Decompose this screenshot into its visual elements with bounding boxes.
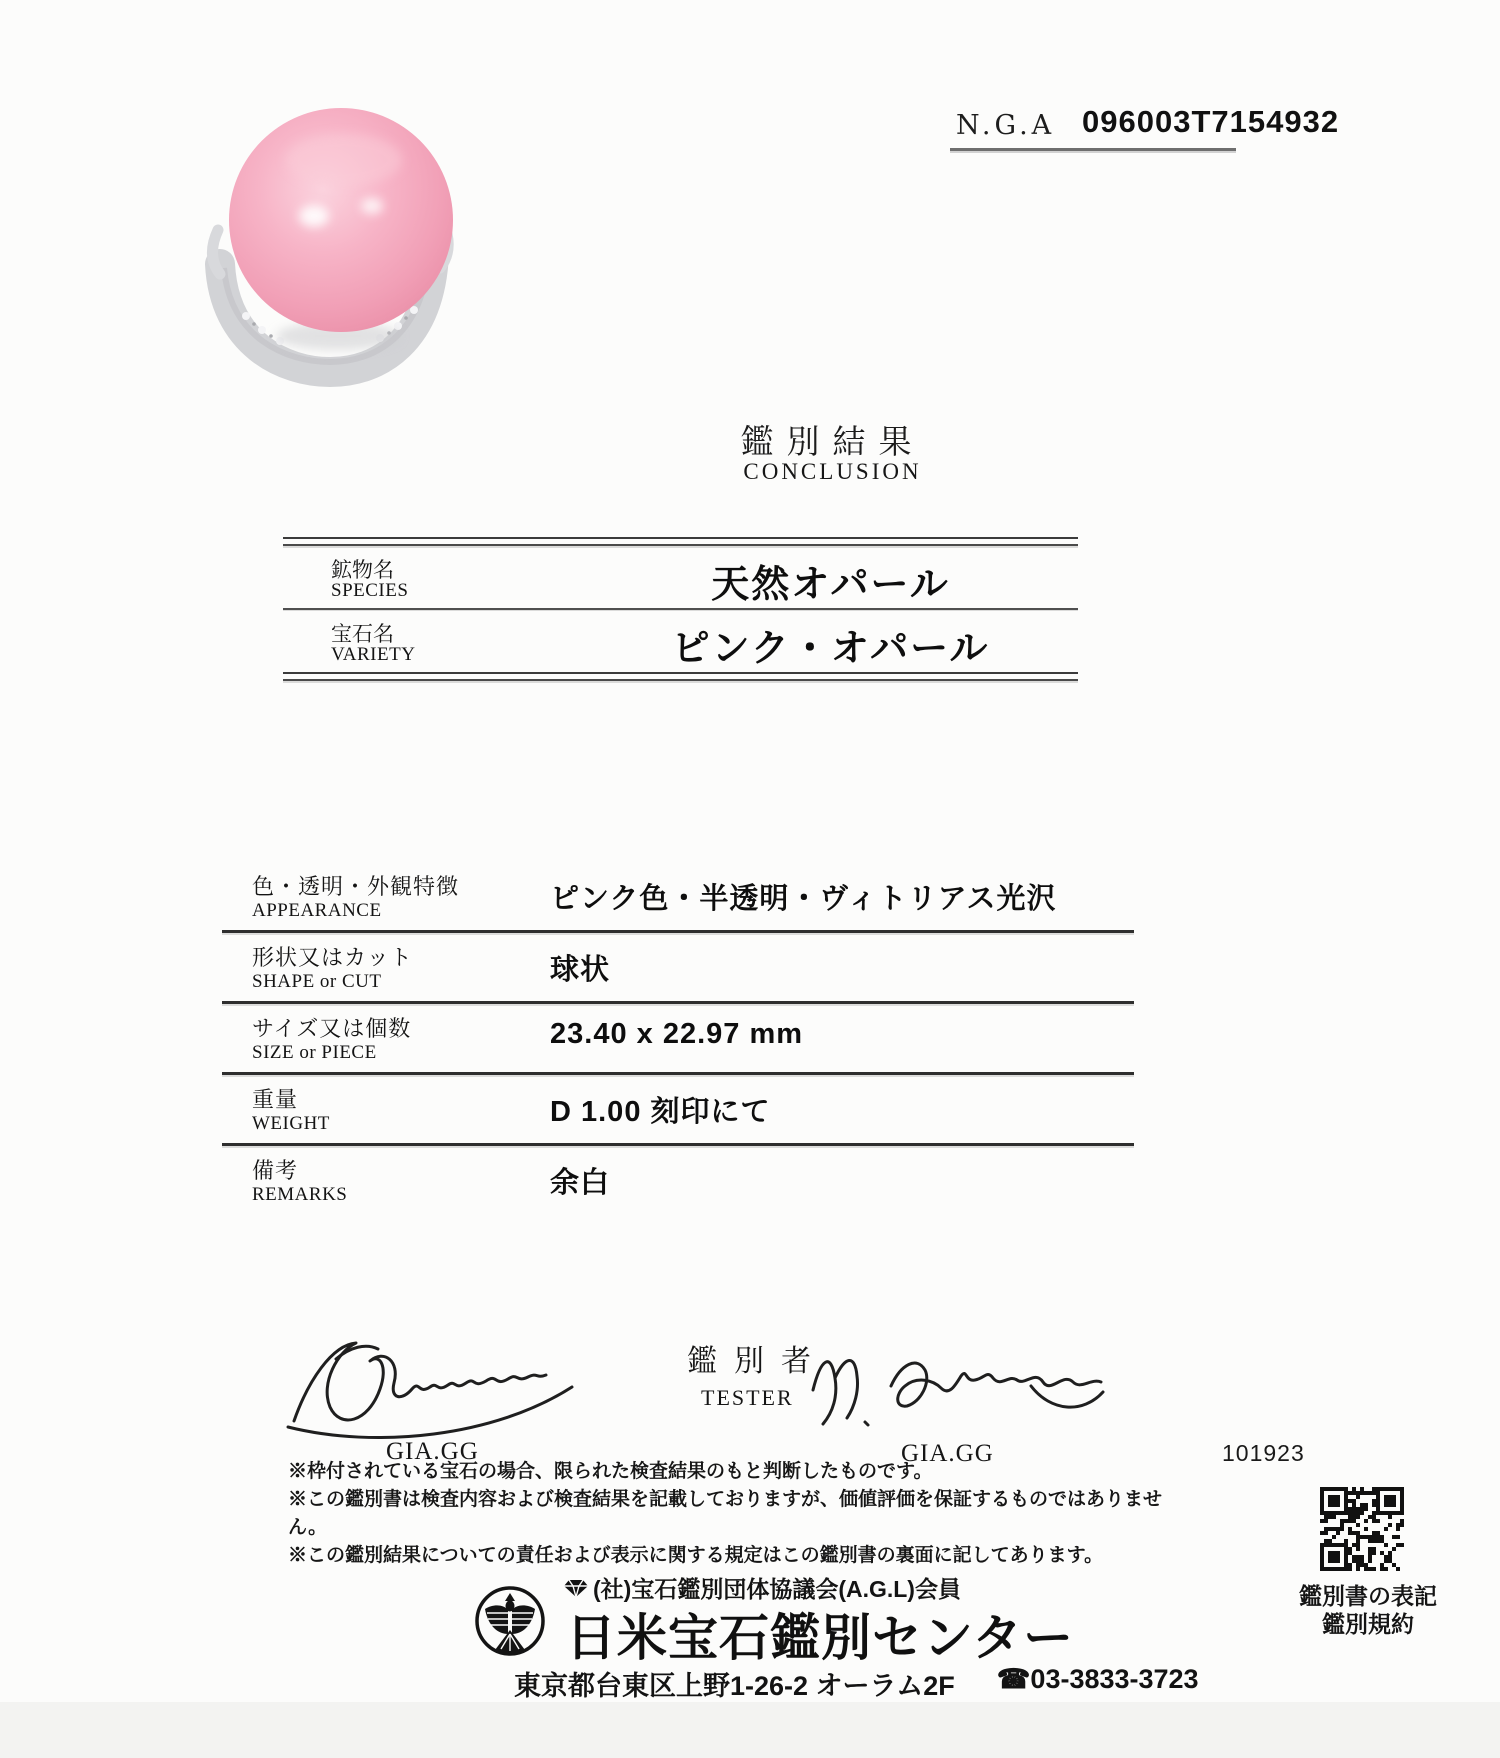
details-table: [222, 862, 1134, 1214]
weight-label-ja: 重量: [252, 1087, 299, 1112]
remarks-label-ja: 備考: [252, 1158, 299, 1183]
qr-code: [1320, 1487, 1404, 1571]
note-line: ※この鑑別書は検査内容および検査結果を記載しておりますが、価値評価を保証するものではありません。: [288, 1489, 1163, 1538]
signature-left-stroke: [280, 1325, 580, 1443]
table-row: [222, 1146, 1134, 1214]
table-row: [222, 933, 1134, 1004]
variety-value: ピンク・オパール: [671, 628, 990, 670]
ring-illustration: [168, 78, 492, 390]
membership-text: (社)宝石鑑別団体協議会(A.G.L)会員: [593, 1576, 961, 1602]
appearance-label-ja: 色・透明・外観特徴: [252, 874, 460, 899]
weight-label-en: WEIGHT: [252, 1113, 330, 1134]
conclusion-table: [283, 537, 1078, 681]
size-value: 23.40 x 22.97 mm: [550, 1018, 804, 1050]
table-double-rule-top: [283, 537, 1078, 546]
remarks-value: 余白: [550, 1167, 611, 1199]
qr-caption-line1: 鑑別書の表記: [1299, 1583, 1437, 1609]
size-label-en: SIZE or PIECE: [252, 1042, 377, 1063]
appearance-value: ピンク色・半透明・ヴィトリアス光沢: [550, 883, 1057, 915]
address-text: 東京都台東区上野1-26-2 オーラム2F: [514, 1671, 955, 1701]
qr-code-image: [1320, 1487, 1404, 1571]
species-label-ja: 鉱物名: [331, 559, 394, 582]
signature-left: [280, 1325, 580, 1443]
eagle-emblem: [472, 1582, 548, 1660]
disclaimer-notes: [288, 1458, 1168, 1570]
credential-left: GIA.GG: [386, 1438, 479, 1465]
remarks-label-en: REMARKS: [252, 1184, 348, 1205]
table-double-rule-bottom: [283, 672, 1078, 681]
note-line: ※この鑑別結果についての責任および表示に関する規定はこの鑑別書の裏面に記してあります。: [288, 1545, 1104, 1566]
organization-name: 日米宝石鑑別センター: [566, 1610, 1074, 1666]
table-row: [222, 1004, 1134, 1075]
weight-value: D 1.00 刻印にて: [550, 1096, 771, 1128]
signature-right-stroke: [795, 1328, 1115, 1440]
conclusion-title-ja: 鑑別結果: [740, 423, 925, 460]
variety-label-ja: 宝石名: [331, 623, 394, 646]
shape-label-ja: 形状又はカット: [252, 945, 413, 970]
species-value: 天然オパール: [711, 564, 950, 606]
tester-label-ja: 鑑別者: [687, 1345, 828, 1378]
credential-right: GIA.GG: [901, 1440, 994, 1467]
appearance-label-en: APPEARANCE: [252, 900, 382, 921]
certificate-number: 096003T7154932: [1082, 104, 1340, 139]
phone-number: ☎03-3833-3723: [996, 1664, 1199, 1694]
species-label-en: SPECIES: [331, 580, 409, 601]
table-row: [222, 862, 1134, 933]
shape-value: 球状: [550, 954, 611, 986]
serial-number: 101923: [1222, 1440, 1305, 1466]
gem-icon: [563, 1578, 589, 1598]
conclusion-title-en: CONCLUSION: [743, 459, 922, 484]
address-line: [514, 1664, 1199, 1703]
note-line: ※枠付されている宝石の場合、限られた検査結果のもと判断したものです。: [288, 1461, 933, 1482]
pink-opal-ring-photo: [168, 78, 492, 390]
variety-label-en: VARIETY: [331, 644, 416, 665]
scan-edge-band: [0, 1702, 1500, 1758]
qr-caption-line2: 鑑別規約: [1322, 1611, 1414, 1637]
certificate-number-underline: [950, 148, 1236, 151]
center-emblem-icon: [472, 1582, 548, 1660]
shape-label-en: SHAPE or CUT: [252, 971, 382, 992]
signature-right: [795, 1328, 1115, 1440]
issuer-code: N.G.A: [956, 110, 1056, 141]
table-row: [222, 1075, 1134, 1146]
table-row: [283, 610, 1078, 672]
table-row: [283, 546, 1078, 608]
size-label-ja: サイズ又は個数: [252, 1016, 412, 1041]
tester-label-en: TESTER: [701, 1385, 794, 1410]
